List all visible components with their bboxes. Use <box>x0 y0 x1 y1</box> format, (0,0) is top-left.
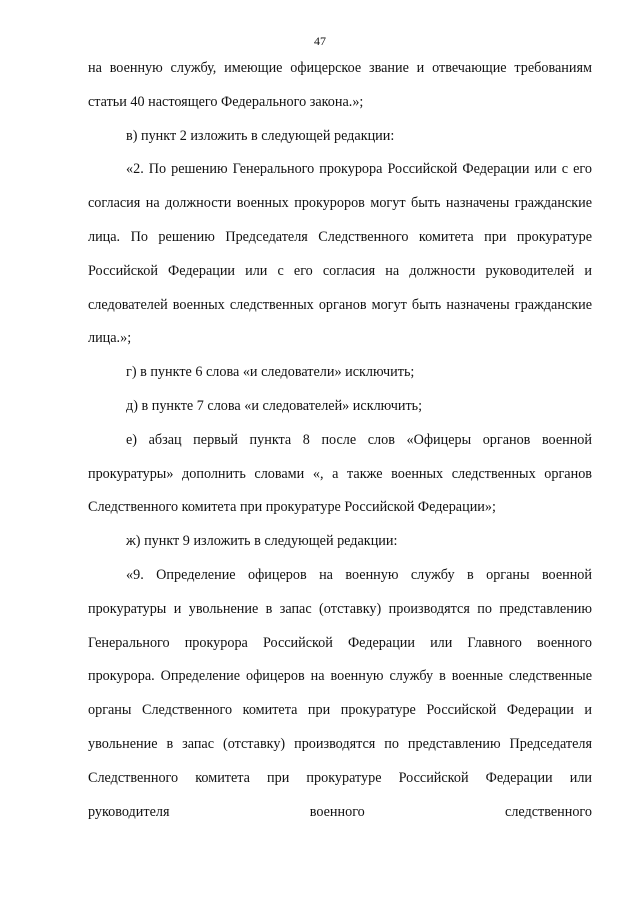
document-body <box>88 52 592 829</box>
page-number: 47 <box>314 34 326 48</box>
paragraph-item-g: г) в пункте 6 слова «и следователи» исключить; <box>126 364 415 381</box>
paragraph-item-v: в) пункт 2 изложить в следующей редакции: <box>126 127 395 144</box>
paragraph-point-9-text: «9. Определение офицеров на военную службу в органы военной прокуратуры и увольнение в запас (отставку) производятся по представлению Генерального прокурора Российской Федерации или Главного военного прокурора. Определение офицеров на военную службу в военные следственные органы Следственного комитета при прокуратуре Российской Федерации и увольнение в запас (отставку) производятся по представлению Председателя Следственного комитета при прокуратуре Российской Федерации или руководителя военного следственного <box>88 566 592 820</box>
paragraph-continuation: на военную службу, имеющие офицерское звание и отвечающие требованиям статьи 40 настоящего Федерального закона.»; <box>88 60 592 110</box>
paragraph-item-zh: ж) пункт 9 изложить в следующей редакции: <box>126 533 398 550</box>
paragraph-item-e: е) абзац первый пункта 8 после слов «Офицеры органов военной прокуратуры» дополнить словами «, а также военных следственных органов Следственного комитета при прокуратуре Российской Федерации»; <box>88 431 592 516</box>
paragraph-point-2-text: «2. По решению Генерального прокурора Российской Федерации или с его согласия на должности военных прокуроров могут быть назначены гражданские лица. По решению Председателя Следственного комитета при прокуратуре Российской Федерации или с его согласия на должности руководителей и следователей военных следственных органов могут быть назначены гражданские лица.»; <box>88 161 592 347</box>
paragraph-item-d: д) в пункте 7 слова «и следователей» исключить; <box>126 397 423 414</box>
